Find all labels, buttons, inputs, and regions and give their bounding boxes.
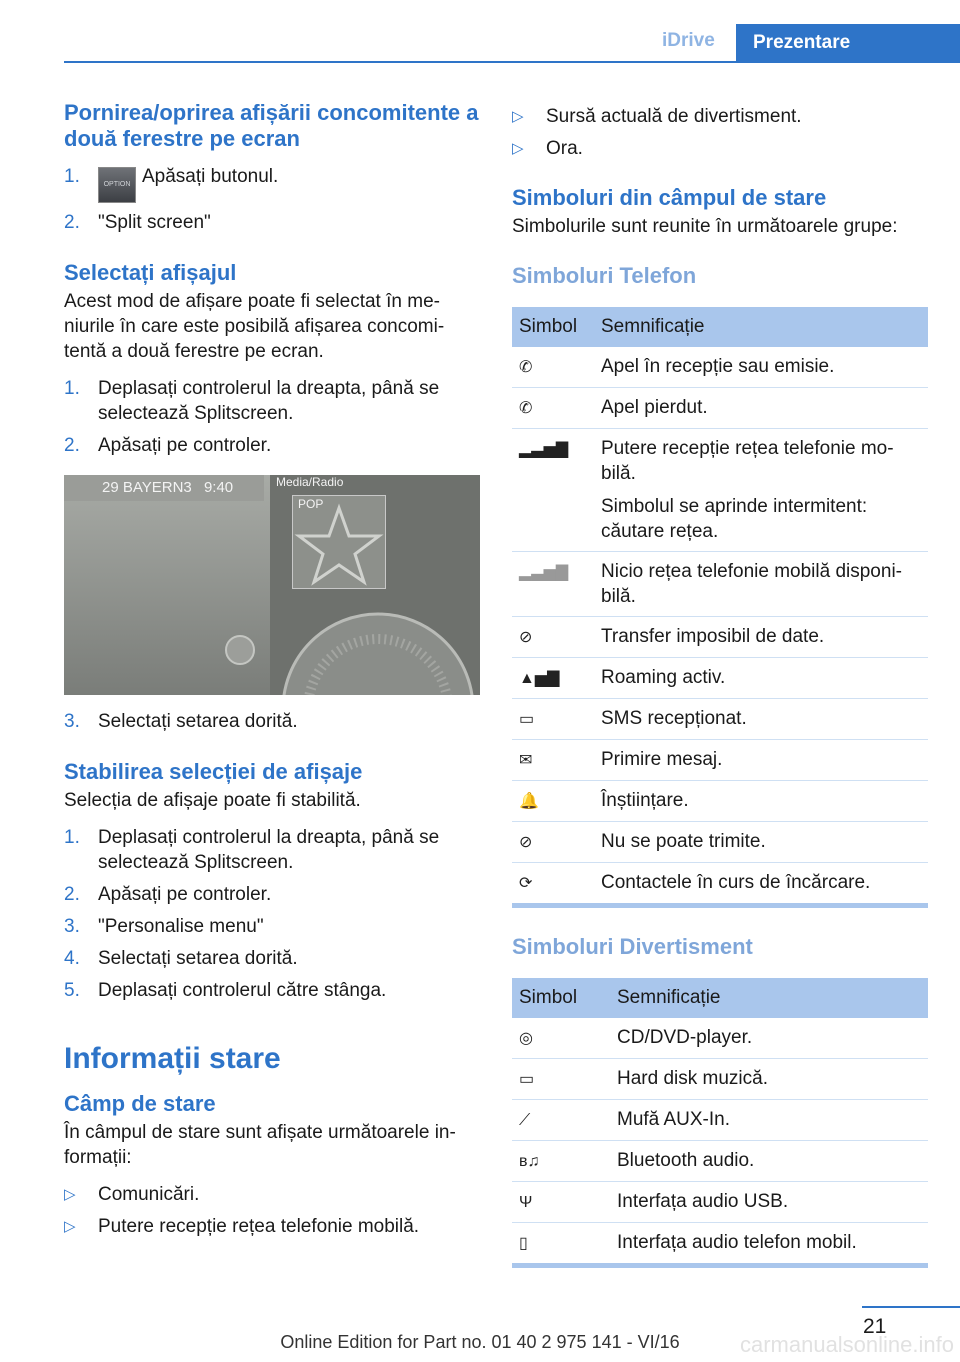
table-row	[512, 1018, 928, 1059]
table-cell: CD/DVD-player.	[610, 1018, 928, 1059]
table-row	[512, 740, 928, 781]
list-item	[64, 825, 480, 875]
aux-in-icon: ⟋	[519, 1112, 531, 1129]
bullet-triangle-icon: ▷	[64, 1218, 76, 1235]
step-number: 2.	[64, 884, 80, 905]
bullet-text: Ora.	[546, 138, 583, 159]
heading-status-info: Informații stare	[64, 1042, 281, 1075]
step-text: "Split screen"	[98, 212, 211, 233]
step-number: 2.	[64, 212, 80, 233]
list-item	[64, 978, 480, 1003]
footer-edition: Online Edition for Part no. 01 40 2 975 141 - VI/16	[280, 1332, 680, 1352]
list-item	[64, 164, 480, 203]
cd-dvd-icon: ◎	[519, 1030, 533, 1047]
table-row	[512, 863, 928, 904]
option-button-icon: OPTION	[98, 167, 136, 203]
heading-select-display: Selectați afișajul	[64, 260, 237, 285]
list-item	[512, 136, 928, 161]
heading-status-field: Câmp de stare	[64, 1091, 216, 1116]
bluetooth-audio-icon: ʙ♫	[519, 1153, 540, 1170]
step-text: Selectați setarea dorită.	[98, 948, 298, 969]
list-item	[64, 433, 480, 458]
roaming-icon: ▲▅▇	[519, 670, 560, 687]
step-number: 1.	[64, 166, 80, 187]
table-cell: Înștiințare.	[594, 781, 928, 822]
cell-text: Putere recepție rețea telefonie mo‐bilă.	[601, 438, 894, 484]
table-cell: Mufă AUX-In.	[610, 1100, 928, 1141]
sms-icon: ▭	[519, 711, 535, 728]
bullet-text: Putere recepție rețea telefonie mobilă.	[98, 1216, 420, 1237]
paragraph: Acest mod de afișare poate fi selectat în me‐niurile în care este posibilă afișarea concomi‐tentă a două ferestre pe ecran.	[64, 291, 445, 362]
table-cell: Interfața audio telefon mobil.	[617, 1232, 857, 1253]
table-row	[512, 822, 928, 863]
heading-split-toggle: Pornirea/oprirea afișării concomitente a două ferestre pe ecran	[64, 100, 479, 151]
table-cell: Bluetooth audio.	[610, 1141, 928, 1182]
table-row	[512, 347, 928, 388]
no-data-icon: ⊘	[519, 629, 533, 646]
step-number: 1.	[64, 827, 80, 848]
right-column	[512, 104, 928, 1268]
phone-symbols-table	[512, 307, 928, 903]
table-cell: Hard disk muzică.	[610, 1059, 928, 1100]
page-number: 21	[863, 1315, 887, 1338]
table-cell	[594, 429, 928, 552]
step-text: Apăsați pe controler.	[98, 435, 272, 456]
table-row	[512, 1223, 928, 1264]
heading-entertainment-symbols: Simboluri Divertisment	[512, 934, 753, 959]
table-header-row	[512, 978, 928, 1018]
column-header: Semnificație	[610, 978, 928, 1018]
screen-station: 29 BAYERN3	[102, 479, 192, 496]
step-number: 4.	[64, 948, 80, 969]
step-text: Apăsați pe controler.	[98, 884, 272, 905]
bullet-triangle-icon: ▷	[512, 108, 524, 125]
missed-call-icon: ✆	[519, 400, 533, 417]
list-item	[64, 376, 480, 426]
step-number: 5.	[64, 980, 80, 1001]
column-header: Semnificație	[594, 307, 928, 347]
table-row	[512, 781, 928, 822]
screen-time: 9:40	[203, 479, 234, 496]
left-column	[64, 100, 480, 1239]
list-item	[64, 914, 480, 939]
hard-disk-icon: ▭	[519, 1071, 535, 1088]
table-end-rule	[512, 1263, 928, 1268]
heading-phone-symbols: Simboluri Telefon	[512, 263, 697, 288]
list-item	[64, 882, 480, 907]
table-row	[512, 552, 928, 617]
step-number: 3.	[64, 711, 80, 732]
table-row	[512, 1182, 928, 1223]
table-cell: Roaming activ.	[594, 658, 928, 699]
mobile-phone-icon: ▯	[519, 1235, 528, 1252]
step-text: Apăsați butonul.	[142, 166, 279, 187]
table-cell: Transfer imposibil de date.	[594, 617, 928, 658]
list-item	[64, 1214, 480, 1239]
watermark: carmanualsonline.info	[739, 1332, 954, 1357]
table-row	[512, 388, 928, 429]
splitscreen-photo	[64, 475, 480, 695]
column-header: Simbol	[512, 307, 594, 347]
table-row	[512, 699, 928, 740]
heading-status-symbols: Simboluri din câmpul de stare	[512, 185, 827, 210]
screen-media-label: Media/Radio	[276, 475, 344, 489]
step-text: "Personalise menu"	[98, 916, 264, 937]
table-cell: Nicio rețea telefonie mobilă disponi‐bilă.	[594, 552, 928, 617]
table-cell: Interfața audio USB.	[610, 1182, 928, 1223]
signal-strength-icon: ▂▃▅▇	[519, 441, 569, 458]
bullet-text: Sursă actuală de divertisment.	[546, 106, 802, 127]
contacts-loading-icon: ⟳	[519, 875, 533, 892]
list-item	[64, 709, 480, 734]
column-header: Simbol	[512, 978, 610, 1018]
header-section: iDrive	[662, 30, 715, 51]
entertainment-symbols-table	[512, 978, 928, 1263]
step-number: 2.	[64, 435, 80, 456]
step-number: 1.	[64, 378, 80, 399]
usb-icon: Ψ	[519, 1194, 533, 1211]
table-cell: Primire mesaj.	[594, 740, 928, 781]
bullet-triangle-icon: ▷	[64, 1186, 76, 1203]
controller-knob-icon	[64, 475, 480, 695]
step-text: Deplasați controlerul la dreapta, până se selectează Splitscreen.	[98, 378, 440, 424]
table-cell: Contactele în curs de încărcare.	[601, 872, 871, 893]
step-number: 3.	[64, 916, 80, 937]
list-item	[512, 104, 928, 129]
table-cell: Apel în recepție sau emisie.	[594, 347, 928, 388]
step-text: Deplasați controlerul la dreapta, până se selectează Splitscreen.	[98, 827, 440, 873]
cannot-send-icon: ⊘	[519, 834, 533, 851]
table-cell: Apel pierdut.	[594, 388, 928, 429]
heading-display-selection: Stabilirea selecției de afișaje	[64, 759, 363, 784]
table-cell: Nu se poate trimite.	[594, 822, 928, 863]
list-item	[64, 210, 480, 235]
list-item	[64, 1182, 480, 1207]
cell-extra-text: Simbolul se aprinde intermitent: căutare rețea.	[601, 496, 868, 542]
step-text: Selectați setarea dorită.	[98, 711, 298, 732]
bullet-text: Comunicări.	[98, 1184, 200, 1205]
header-tab: Prezentare	[736, 24, 960, 61]
screen-pop-label: POP	[298, 497, 324, 511]
step-text: Deplasați controlerul către stânga.	[98, 980, 387, 1001]
table-row	[512, 429, 928, 552]
bullet-triangle-icon: ▷	[512, 140, 524, 157]
paragraph: Selecția de afișaje poate fi stabilită.	[64, 790, 361, 811]
header-rule	[64, 61, 960, 63]
paragraph: În câmpul de stare sunt afișate următoarele in‐formații:	[64, 1122, 456, 1168]
table-row	[512, 1141, 928, 1182]
table-cell: SMS recepționat.	[594, 699, 928, 740]
table-row	[512, 658, 928, 699]
bell-icon: 🔔	[519, 793, 539, 810]
table-header-row	[512, 307, 928, 347]
mail-icon: ✉	[519, 752, 533, 769]
call-icon: ✆	[519, 359, 533, 376]
no-signal-icon: ▂▃▅▇	[519, 564, 569, 581]
table-row	[512, 617, 928, 658]
table-row	[512, 1100, 928, 1141]
table-row	[512, 1059, 928, 1100]
paragraph: Simbolurile sunt reunite în următoarele grupe:	[512, 216, 898, 237]
list-item	[64, 946, 480, 971]
footer-rule	[862, 1306, 960, 1308]
